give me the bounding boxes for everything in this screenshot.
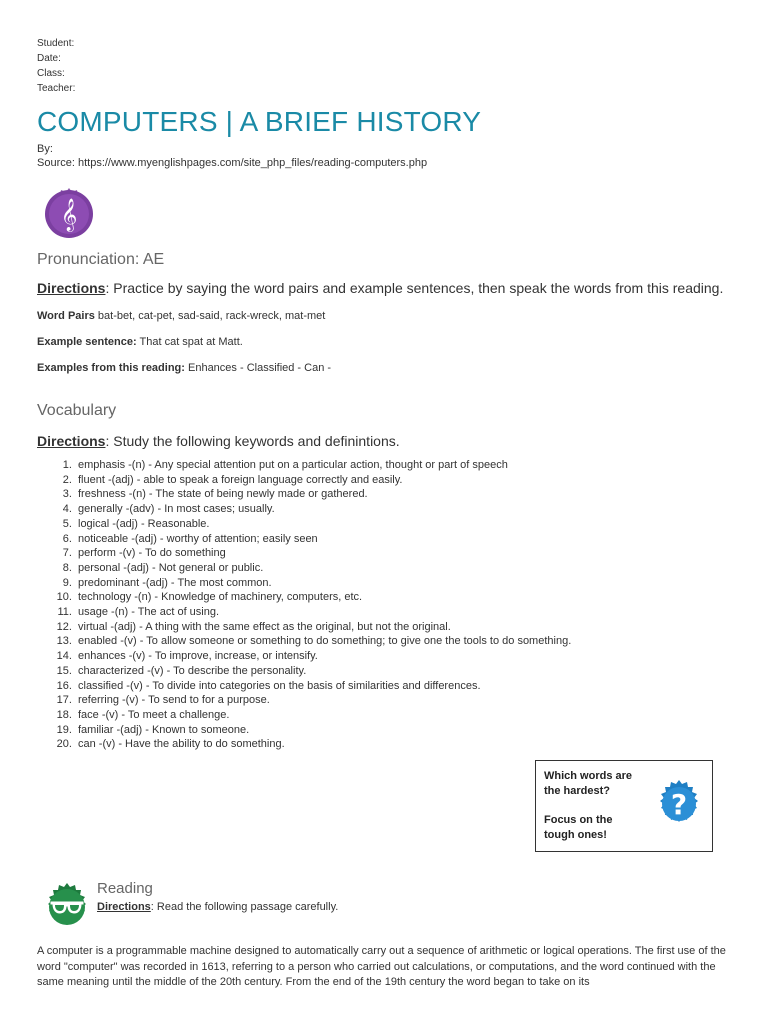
word-pairs-label: Word Pairs bbox=[37, 310, 95, 322]
callout-tip: Focus on the tough ones! bbox=[544, 814, 613, 841]
reading-passage: A computer is a programmable machine designed to automatically carry out a sequence of arithmetic or logical operations. The first use of the word "computer" was recorded in 1613, referring to a person who carried out calculations, or computations, and the word continued with the same meaning until the middle of the 20th century. From the end of the 19th century the word began to take on its bbox=[37, 945, 726, 988]
vocabulary-title: Vocabulary bbox=[37, 402, 117, 419]
list-item: 1. emphasis -(n) - Any special attention put on a particular action, thought or part of speech bbox=[75, 458, 737, 473]
question-mark-icon bbox=[654, 779, 704, 829]
source-line: Source: https://www.myenglishpages.com/site_php_files/reading-computers.php bbox=[37, 157, 428, 169]
list-item: 18. face -(v) - To meet a challenge. bbox=[75, 708, 737, 723]
vocabulary-list bbox=[37, 458, 737, 752]
student-label: Student: bbox=[37, 38, 75, 49]
list-item: 10. technology -(n) - Knowledge of machinery, computers, etc. bbox=[75, 590, 737, 605]
pronunciation-title: Pronunciation: AE bbox=[37, 251, 165, 268]
list-item: 9. predominant -(adj) - The most common. bbox=[75, 576, 737, 591]
callout-text bbox=[544, 769, 644, 843]
directions-label: Directions bbox=[97, 901, 151, 913]
directions-text: : Study the following keywords and definintions. bbox=[105, 433, 400, 449]
directions-label: Directions bbox=[37, 280, 106, 296]
page-title: COMPUTERS | A BRIEF HISTORY bbox=[37, 106, 482, 137]
word-pairs: bat-bet, cat-pet, sad-said, rack-wreck, mat-met bbox=[94, 310, 326, 322]
date-label: Date: bbox=[37, 53, 61, 64]
examples-label: Examples from this reading: bbox=[37, 362, 185, 374]
pronunciation-directions bbox=[37, 280, 737, 297]
hardest-words-callout bbox=[535, 760, 713, 852]
by-line: By: bbox=[37, 143, 53, 155]
list-item: 5. logical -(adj) - Reasonable. bbox=[75, 517, 737, 532]
list-item: 15. characterized -(v) - To describe the personality. bbox=[75, 664, 737, 679]
list-item: 19. familiar -(adj) - Known to someone. bbox=[75, 723, 737, 738]
examples: Enhances - Classified - Can - bbox=[184, 362, 332, 374]
list-item: 8. personal -(adj) - Not general or public. bbox=[75, 561, 737, 576]
list-item: 7. perform -(v) - To do something bbox=[75, 546, 737, 561]
reading-directions bbox=[97, 901, 338, 913]
vocabulary-directions bbox=[37, 433, 737, 450]
list-item: 13. enabled -(v) - To allow someone or something to do something; to give one the tools to do something. bbox=[75, 634, 737, 649]
list-item: 4. generally -(adv) - In most cases; usually. bbox=[75, 502, 737, 517]
treble-clef-icon bbox=[41, 186, 97, 242]
example-sentence: That cat spat at Matt. bbox=[136, 336, 243, 348]
example-label: Example sentence: bbox=[37, 336, 137, 348]
list-item: 11. usage -(n) - The act of using. bbox=[75, 605, 737, 620]
list-item: 14. enhances -(v) - To improve, increase, or intensify. bbox=[75, 649, 737, 664]
callout-question: Which words are the hardest? bbox=[544, 770, 633, 797]
sunglasses-icon bbox=[42, 882, 92, 932]
class-label: Class: bbox=[37, 68, 65, 79]
teacher-label: Teacher: bbox=[37, 83, 76, 94]
word-pairs-line bbox=[37, 309, 737, 323]
list-item: 16. classified -(v) - To divide into categories on the basis of similarities and differences. bbox=[75, 679, 737, 694]
svg-text:𝄞: 𝄞 bbox=[60, 198, 78, 231]
directions-label: Directions bbox=[37, 433, 106, 449]
directions-text: : Practice by saying the word pairs and example sentences, then speak the words from this reading. bbox=[105, 280, 724, 296]
list-item: 2. fluent -(adj) - able to speak a foreign language correctly and easily. bbox=[75, 473, 737, 488]
list-item: 20. can -(v) - Have the ability to do something. bbox=[75, 737, 737, 752]
directions-text: : Read the following passage carefully. bbox=[150, 901, 339, 913]
list-item: 6. noticeable -(adj) - worthy of attention; easily seen bbox=[75, 532, 737, 547]
examples-line bbox=[37, 361, 737, 375]
reading-title: Reading bbox=[97, 880, 153, 897]
list-item: 12. virtual -(adj) - A thing with the same effect as the original, but not the original. bbox=[75, 620, 737, 635]
list-item: 3. freshness -(n) - The state of being newly made or gathered. bbox=[75, 487, 737, 502]
svg-text:?: ? bbox=[670, 788, 688, 821]
list-item: 17. referring -(v) - To send to for a purpose. bbox=[75, 693, 737, 708]
worksheet-page bbox=[37, 36, 737, 752]
example-sentence-line bbox=[37, 335, 737, 349]
